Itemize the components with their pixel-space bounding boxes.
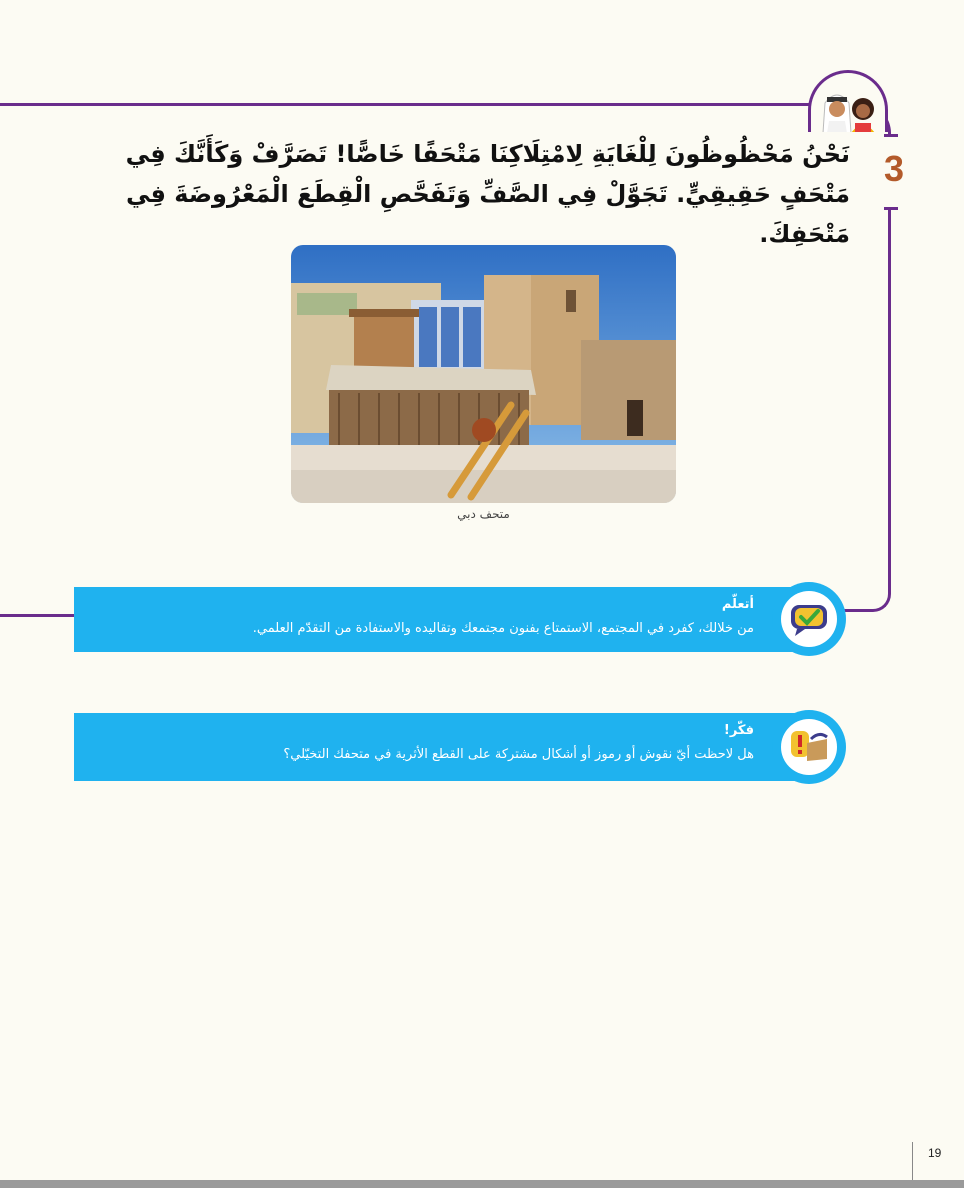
learn-title: أتعلّم (721, 597, 754, 612)
characters-icon (808, 70, 888, 132)
think-box (74, 713, 804, 781)
museum-photo (291, 245, 676, 503)
frame-line-top (0, 103, 830, 106)
frame-tick-top (884, 134, 898, 137)
learn-box (74, 587, 804, 652)
activity-instruction: نَحْنُ مَحْظُوظُونَ لِلْغَايَةِ لِامْتِلَاكِنَا مَتْحَفًا خَاصًّا! تَصَرَّفْ وَكَأَنَّكَ فِي مَتْحَفٍ حَقِيقِيٍّ. تَجَوَّلْ فِي الصَّفِّ وَتَفَحَّصِ الْقِطَعَ الْمَعْرُوضَةَ فِي مَتْحَفِكَ. (125, 140, 850, 248)
page-number: 19 (928, 1146, 942, 1160)
frame-corner-bottom (820, 208, 891, 612)
step-number: 3 (883, 148, 905, 189)
think-exclamation-icon (789, 729, 829, 765)
learn-text: من خلالك، كفرد في المجتمع، الاستمتاع بفنون مجتمعك وتقاليده والاستفادة من التقدّم العلمي. (252, 621, 754, 636)
learn-badge (772, 582, 846, 656)
checkmark-speech-icon (789, 601, 829, 637)
think-text: هل لاحظت أيّ نقوش أو رموز أو أشكال مشتركة على القطع الأثرية في متحفك التخيّلي؟ (283, 747, 754, 762)
think-title: فكّر! (723, 723, 754, 738)
bottom-bar (0, 1180, 964, 1188)
think-badge (772, 710, 846, 784)
photo-caption: متحف دبي (457, 507, 510, 521)
page-separator (912, 1142, 913, 1182)
